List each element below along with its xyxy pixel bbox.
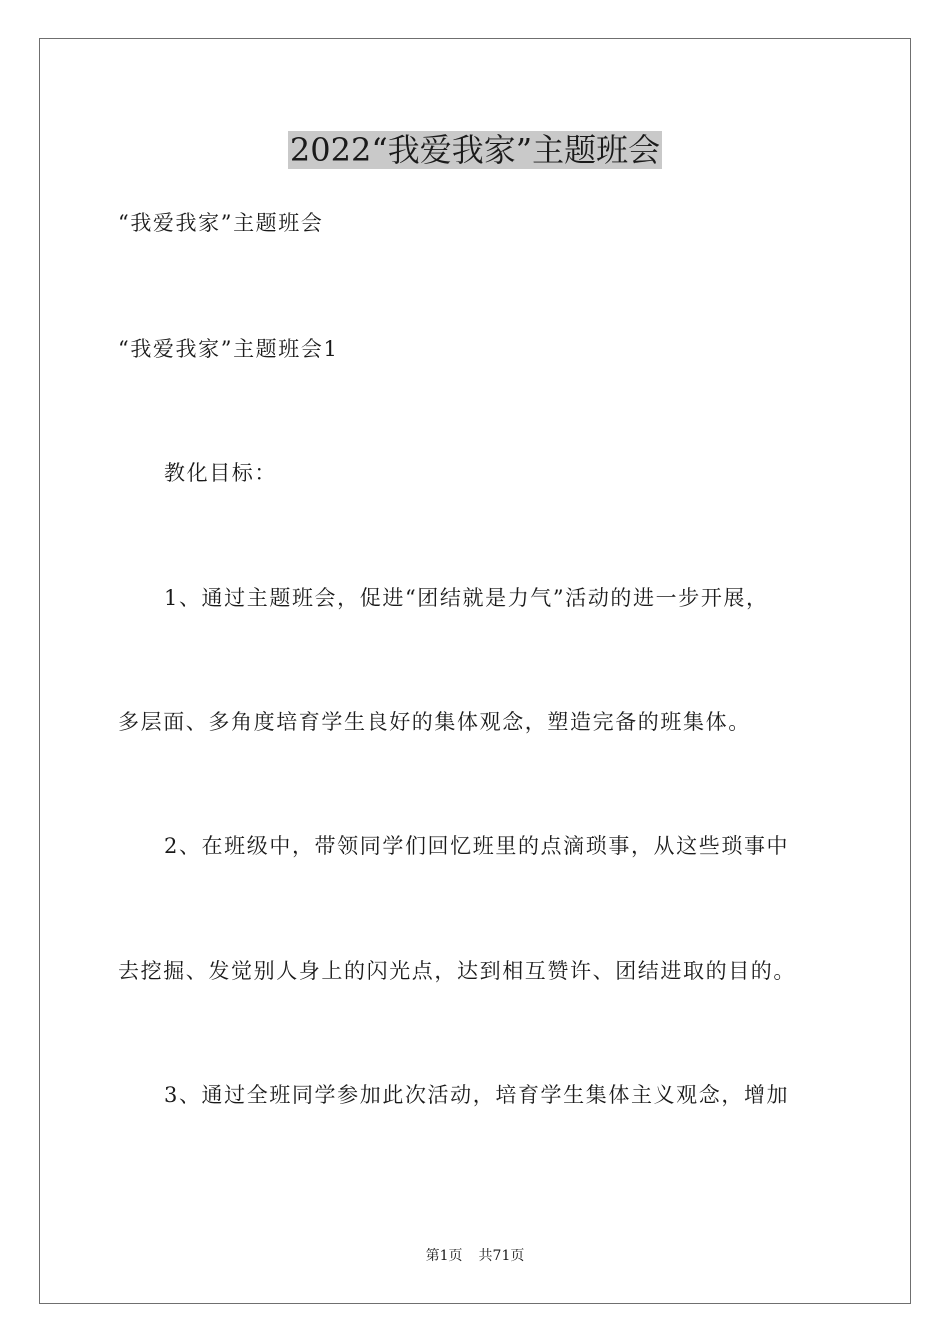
paragraph-subtitle: “我爱我家”主题班会 <box>118 211 324 235</box>
paragraph-section-heading: “我爱我家”主题班会1 <box>118 337 339 361</box>
paragraph-item-1-line-2: 多层面、多角度培育学生良好的集体观念，塑造完备的班集体。 <box>118 710 751 734</box>
page-footer <box>0 1246 950 1266</box>
paragraph-item-2-line-1: 2、在班级中，带领同学们回忆班里的点滴琐事，从这些琐事中 <box>164 834 790 858</box>
paragraph-objectives-label: 教化目标： <box>164 461 277 485</box>
paragraph-item-2-line-2: 去挖掘、发觉别人身上的闪光点，达到相互赞许、团结进取的目的。 <box>118 959 796 983</box>
paragraph-item-3-line-1: 3、通过全班同学参加此次活动，培育学生集体主义观念，增加 <box>164 1083 790 1107</box>
document-title-text: 2022“我爱我家”主题班会 <box>289 131 661 169</box>
page-number-total: 共71页 <box>478 1248 525 1264</box>
document-title <box>0 128 950 172</box>
page-number-current: 第1页 <box>425 1248 463 1264</box>
paragraph-item-1-line-1: 1、通过主题班会，促进“团结就是力气”活动的进一步开展， <box>164 586 769 610</box>
